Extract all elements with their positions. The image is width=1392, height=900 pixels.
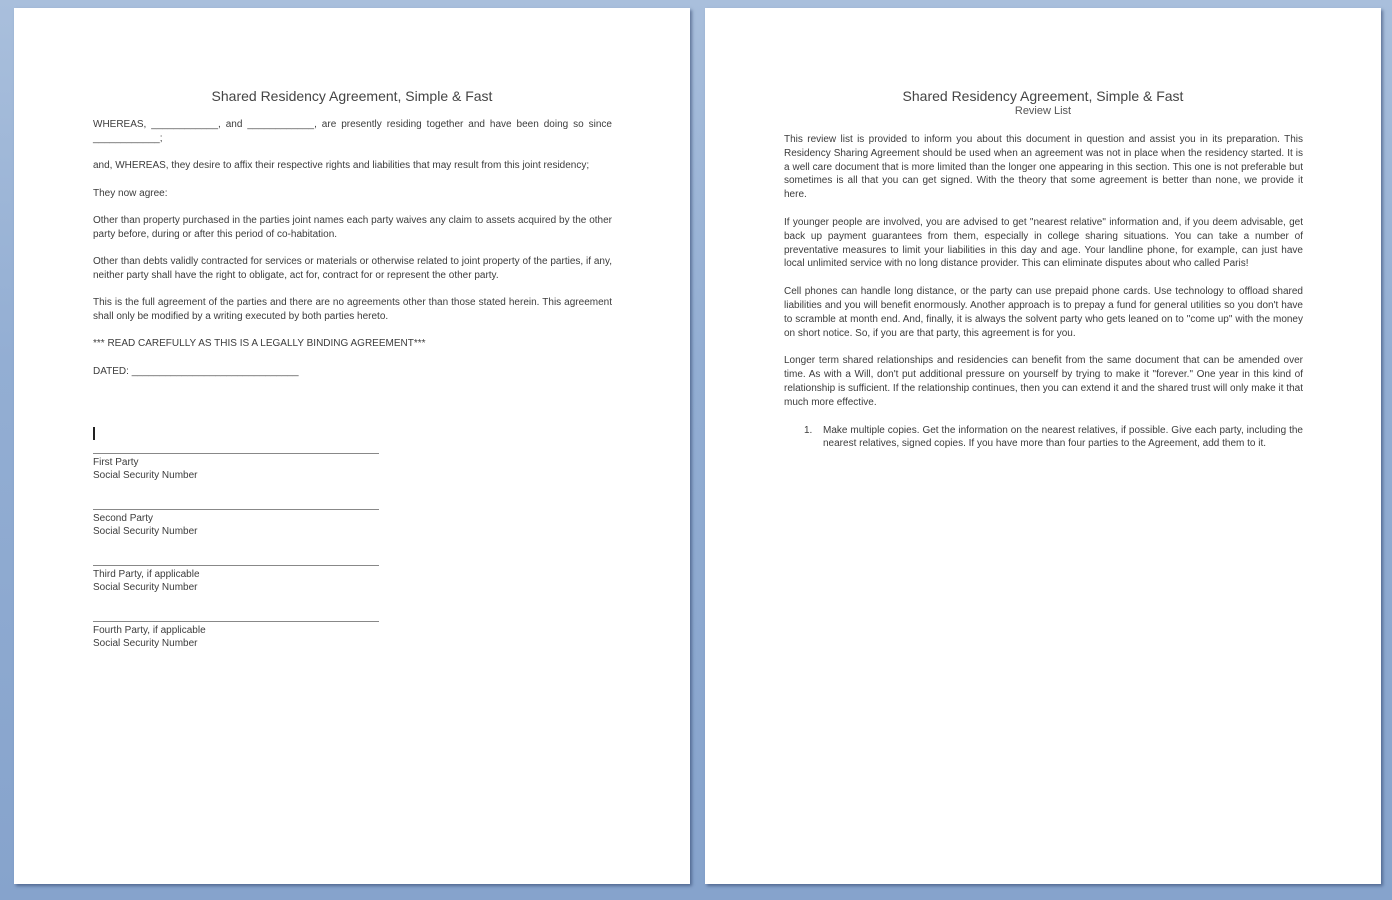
- signature-line[interactable]: [93, 453, 379, 454]
- text-cursor[interactable]: [93, 427, 95, 440]
- document-page-left: [14, 8, 690, 884]
- signature-line[interactable]: [93, 565, 379, 566]
- review-list-body: [784, 133, 1303, 451]
- warning-text: *** READ CAREFULLY AS THIS IS A LEGALLY BINDING AGREEMENT***: [93, 338, 426, 349]
- page-title: Shared Residency Agreement, Simple & Fast: [902, 88, 1184, 104]
- paragraph: and, WHEREAS, they desire to affix their respective rights and liabilities that may result from this joint residency;: [93, 160, 590, 171]
- signature-block-second[interactable]: [93, 509, 379, 538]
- page-title: Shared Residency Agreement, Simple & Fast: [211, 88, 493, 104]
- paragraph: They now agree:: [93, 187, 168, 199]
- signature-line[interactable]: [93, 509, 379, 510]
- paragraph: This is the full agreement of the parties and there are no agreements other than those stated herein. This agreement shall only be modified by a writing executed by both parties hereto.: [93, 297, 612, 322]
- signature-line[interactable]: [93, 621, 379, 622]
- signature-party-label: Fourth Party, if applicable: [93, 625, 206, 636]
- signature-block-third[interactable]: [93, 565, 379, 594]
- signature-party-label: Second Party: [93, 513, 154, 524]
- dated-line: DATED: ______________________________: [93, 365, 299, 377]
- ssn-label: Social Security Number: [93, 526, 198, 537]
- signature-block-fourth[interactable]: [93, 621, 379, 650]
- signature-party-label: Third Party, if applicable: [93, 569, 200, 580]
- list-item: [784, 424, 1303, 452]
- paragraph: If younger people are involved, you are advised to get "nearest relative" information and, if you deem advisable, get back up payment guarantees from them, especially in college sharing situations. You can take a number of preventative measures to limit your liabilities in this day and age. Your landline phone, for example, can just have local unlimited service with no long distance provider. This can eliminate disputes about who called Paris!: [784, 216, 1303, 270]
- ssn-label: Social Security Number: [93, 470, 198, 481]
- ssn-label: Social Security Number: [93, 638, 198, 649]
- paragraph: Longer term shared relationships and residencies can benefit from the same document that can be amended over time. As with a Will, don't put additional pressure on yourself by trying to make it "forever." One year in this kind of relationship is sufficient. If the relationship continues, then you can extend it and the shared trust will only make it that much more effective.: [784, 355, 1303, 408]
- page-subtitle: Review List: [1014, 105, 1072, 117]
- paragraph: WHEREAS, ____________, and ____________, are presently residing together and have been doing so since ____________;: [93, 119, 612, 144]
- paragraph: This review list is provided to inform you about this document in question and assist you in its preparation. This Residency Sharing Agreement should be used when an agreement was not in place when the residency started. It is a well care document that is more limited than the longer one appearing in this section. This one is not preferable but sometimes is all that you can get signed. With the theory that some agreement is better than none, we provide it here.: [784, 134, 1303, 201]
- list-item-text: Make multiple copies. Get the information on the nearest relatives, if possible. Give each party, including the nearest relatives, signed copies. If you have more than four parties to the Agreement, add them to it.: [823, 424, 1303, 450]
- document-page-right: [705, 8, 1381, 884]
- signature-party-label: First Party: [93, 457, 139, 468]
- paragraph: Other than debts validly contracted for services or materials or otherwise related to joint property of the parties, if any, neither party shall have the right to obligate, act for, contract for or represent the other party.: [93, 256, 612, 281]
- paragraph: Cell phones can handle long distance, or the party can use prepaid phone cards. Use technology to offload shared liabilities and you will benefit enormously. Another approach is to prepay a fund for general utilities so you don't have to scramble at month end. And, finally, it is always the solvent party who gets leaned on to "come up" with the money on short notice. So, if you are that party, this agreement is for you.: [784, 286, 1303, 339]
- ssn-label: Social Security Number: [93, 582, 198, 593]
- paragraph: Other than property purchased in the parties joint names each party waives any claim to assets acquired by the other party before, during or after this period of co-habitation.: [93, 215, 612, 240]
- list-number: 1.: [804, 424, 813, 436]
- agreement-body: [93, 118, 612, 392]
- signature-block-first[interactable]: [93, 453, 379, 482]
